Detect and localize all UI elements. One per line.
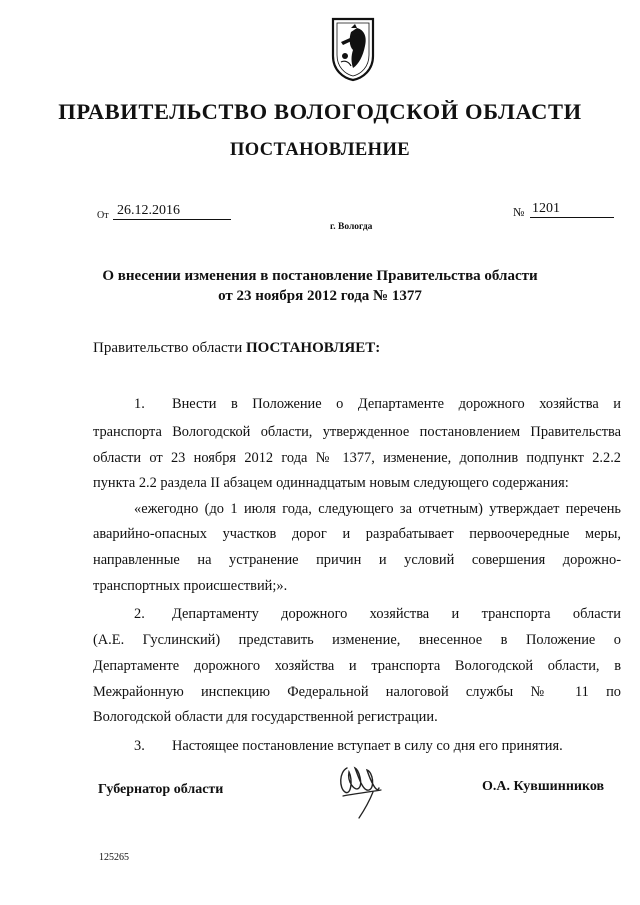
paragraph-line: Департаменту дорожного хозяйства и транспорта области [172, 606, 621, 622]
paragraph-line: Настоящее постановление вступает в силу со дня его принятия. [172, 738, 563, 754]
number-label: № [513, 205, 525, 219]
paragraph-line: Вологодской области для государственной регистрации. [93, 709, 438, 725]
title-line: от 23 ноября 2012 года № 1377 [218, 288, 422, 304]
paragraph-line: пункта 2.2 раздела II абзацем одиннадцатым новым следующего содержания: [93, 475, 569, 491]
preamble [93, 340, 380, 357]
government-title: ПРАВИТЕЛЬСТВО ВОЛОГОДСКОЙ ОБЛАСТИ [58, 99, 582, 124]
city-label: г. Вологда [330, 222, 373, 232]
preamble-text: Правительство области [93, 340, 246, 356]
document-type: ПОСТАНОВЛЕНИЕ [229, 140, 410, 160]
quote-line: аварийно-опасных участков дорог и разрабатывает первоочередные меры, [93, 526, 621, 542]
paragraph-line: транспорта Вологодской области, утвержденное постановлением Правительства [93, 424, 621, 440]
date-label: От [97, 210, 109, 221]
paragraph-line: Межрайонную инспекцию Федеральной налоговой службы № 11 по [93, 684, 621, 700]
coat-of-arms-emblem [329, 16, 377, 82]
paragraph-line: Внести в Положение о Департаменте дорожного хозяйства и [172, 396, 621, 412]
signatory-name: О.А. Кувшинников [482, 779, 605, 794]
document-title [0, 266, 640, 306]
preamble-decree: ПОСТАНОВЛЯЕТ: [245, 340, 381, 356]
paragraph-line: области от 23 ноября 2012 года № 1377, изменение, дополнив подпункт 2.2.2 [93, 450, 621, 466]
quote-line: транспортных происшествий;». [93, 578, 288, 594]
item-number: 3. [134, 738, 145, 754]
document-date: 26.12.2016 [113, 203, 231, 220]
signatory-position: Губернатор области [98, 782, 224, 797]
paragraph-line: (А.Е. Гуслинский) представить изменение, внесенное в Положение о [93, 632, 621, 648]
item-number: 2. [134, 606, 145, 622]
item-number: 1. [134, 396, 145, 412]
quote-line: «ежегодно (до 1 июля года, следующего за отчетным) утверждает перечень [134, 501, 621, 517]
quote-line: направленные на устранение причин и условий совершения дорожно- [93, 552, 621, 568]
handwritten-signature [333, 758, 387, 820]
document-number: 1201 [530, 201, 614, 218]
title-line: О внесении изменения в постановление Правительства области [102, 268, 538, 284]
paragraph-line: Департаменте дорожного хозяйства и транспорта Вологодской области, в [93, 658, 621, 674]
registration-number: 125265 [99, 852, 129, 863]
